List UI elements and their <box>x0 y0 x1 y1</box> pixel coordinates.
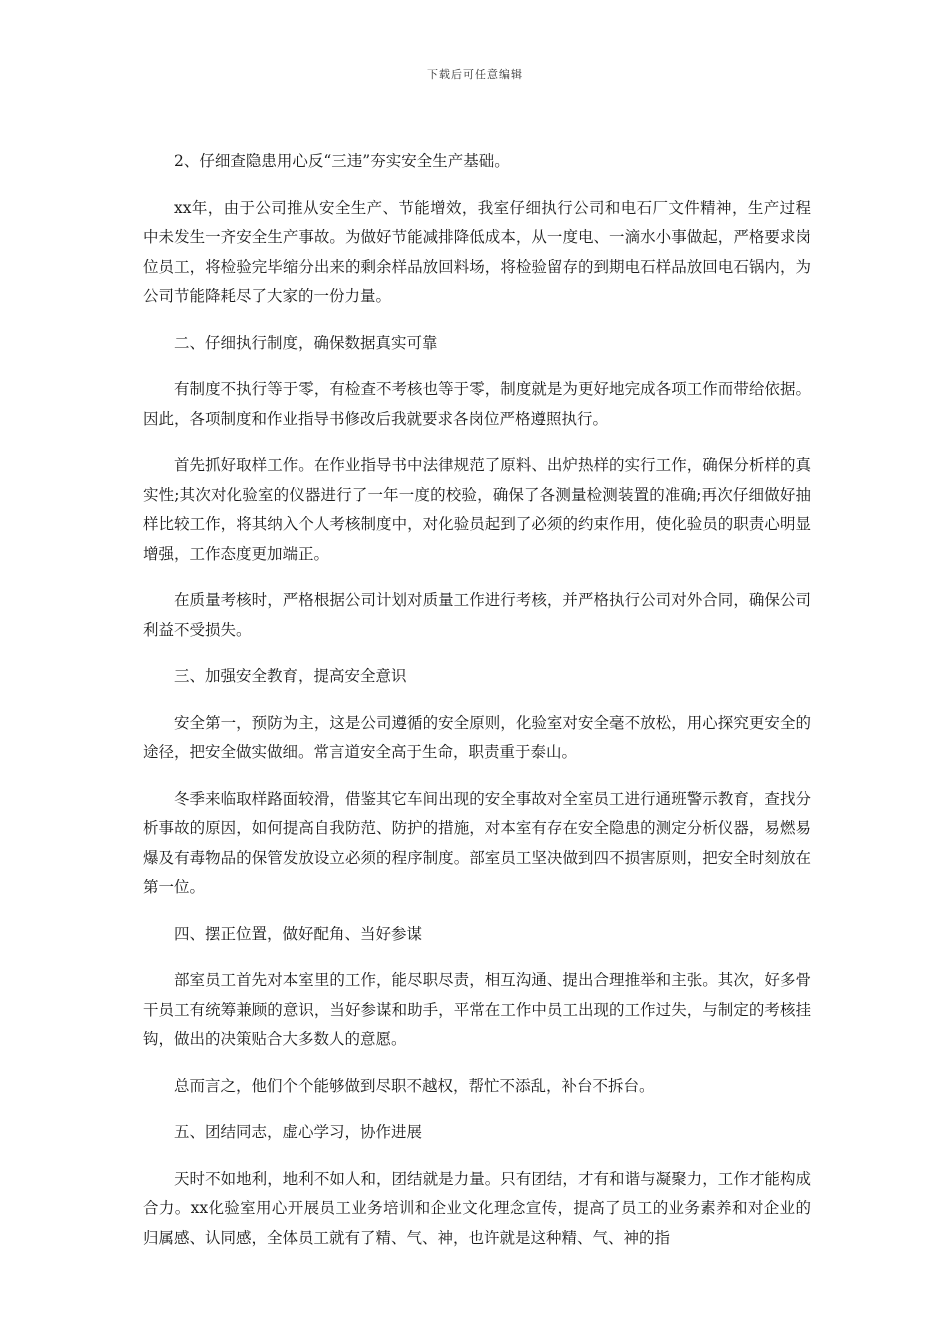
body-paragraph: 有制度不执行等于零，有检查不考核也等于零，制度就是为更好地完成各项工作而带给依据。因此，各项制度和作业指导书修改后我就要求各岗位严格遵照执行。 <box>143 380 811 428</box>
body-paragraph: 冬季来临取样路面较滑，借鉴其它车间出现的安全事故对全室员工进行通班警示教育，查找分析事故的原因，如何提高自我防范、防护的措施，对本室有存在安全隐患的测定分析仪器，易燃易爆及有毒物品的保管发放设立必须的程序制度。部室员工坚决做到四不损害原则，把安全时刻放在第一位。 <box>143 789 811 896</box>
section-subheading: 2、仔细查隐患用心反“三违”夯实安全生产基础。 <box>174 152 510 170</box>
body-paragraph: 安全第一，预防为主，这是公司遵循的安全原则，化验室对安全毫不放松，用心探究更安全的途径，把安全做实做细。常言道安全高于生命，职责重于泰山。 <box>143 713 811 761</box>
body-paragraph: 总而言之，他们个个能够做到尽职不越权，帮忙不添乱，补台不拆台。 <box>174 1076 655 1095</box>
body-paragraph: xx年，由于公司推从安全生产、节能增效，我室仔细执行公司和电石厂文件精神，生产过程中未发生一齐安全生产事故。为做好节能减排降低成本，从一度电、一滴水小事做起，严格要求岗位员工，将检验完毕缩分出来的剩余样品放回料场，将检验留存的到期电石样品放回电石锅内，为公司节能降耗尽了大家的一份力量。 <box>143 198 811 305</box>
download-note-header: 下载后可任意编辑 <box>427 68 523 81</box>
document-body <box>143 147 811 1270</box>
section-heading: 二、仔细执行制度，确保数据真实可靠 <box>174 333 438 352</box>
body-paragraph: 在质量考核时，严格根据公司计划对质量工作进行考核，并严格执行公司对外合同，确保公司利益不受损失。 <box>143 591 811 639</box>
body-paragraph: 部室员工首先对本室里的工作，能尽职尽责，相互沟通、提出合理推举和主张。其次，好多骨干员工有统筹兼顾的意识，当好参谋和助手，平常在工作中员工出现的工作过失，与制定的考核挂钩，做出的决策贴合大多数人的意愿。 <box>143 971 811 1048</box>
section-heading: 三、加强安全教育，提高安全意识 <box>174 667 407 685</box>
section-heading: 四、摆正位置，做好配角、当好参谋 <box>174 924 423 943</box>
section-heading: 五、团结同志，虚心学习，协作进展 <box>174 1123 423 1141</box>
body-paragraph: 首先抓好取样工作。在作业指导书中法律规范了原料、出炉热样的实行工作，确保分析样的真实性;其次对化验室的仪器进行了一年一度的校验，确保了各测量检测装置的准确;再次仔细做好抽样比较工作，将其纳入个人考核制度中，对化验员起到了必须的约束作用，使化验员的职责心明显增强，工作态度更加端正。 <box>143 456 811 563</box>
body-paragraph: 天时不如地利，地利不如人和，团结就是力量。只有团结，才有和谐与凝聚力，工作才能构成合力。xx化验室用心开展员工业务培训和企业文化理念宣传，提高了员工的业务素养和对企业的归属感、认同感，全体员工就有了精、气、神，也许就是这种精、气、神的指 <box>143 1169 811 1247</box>
